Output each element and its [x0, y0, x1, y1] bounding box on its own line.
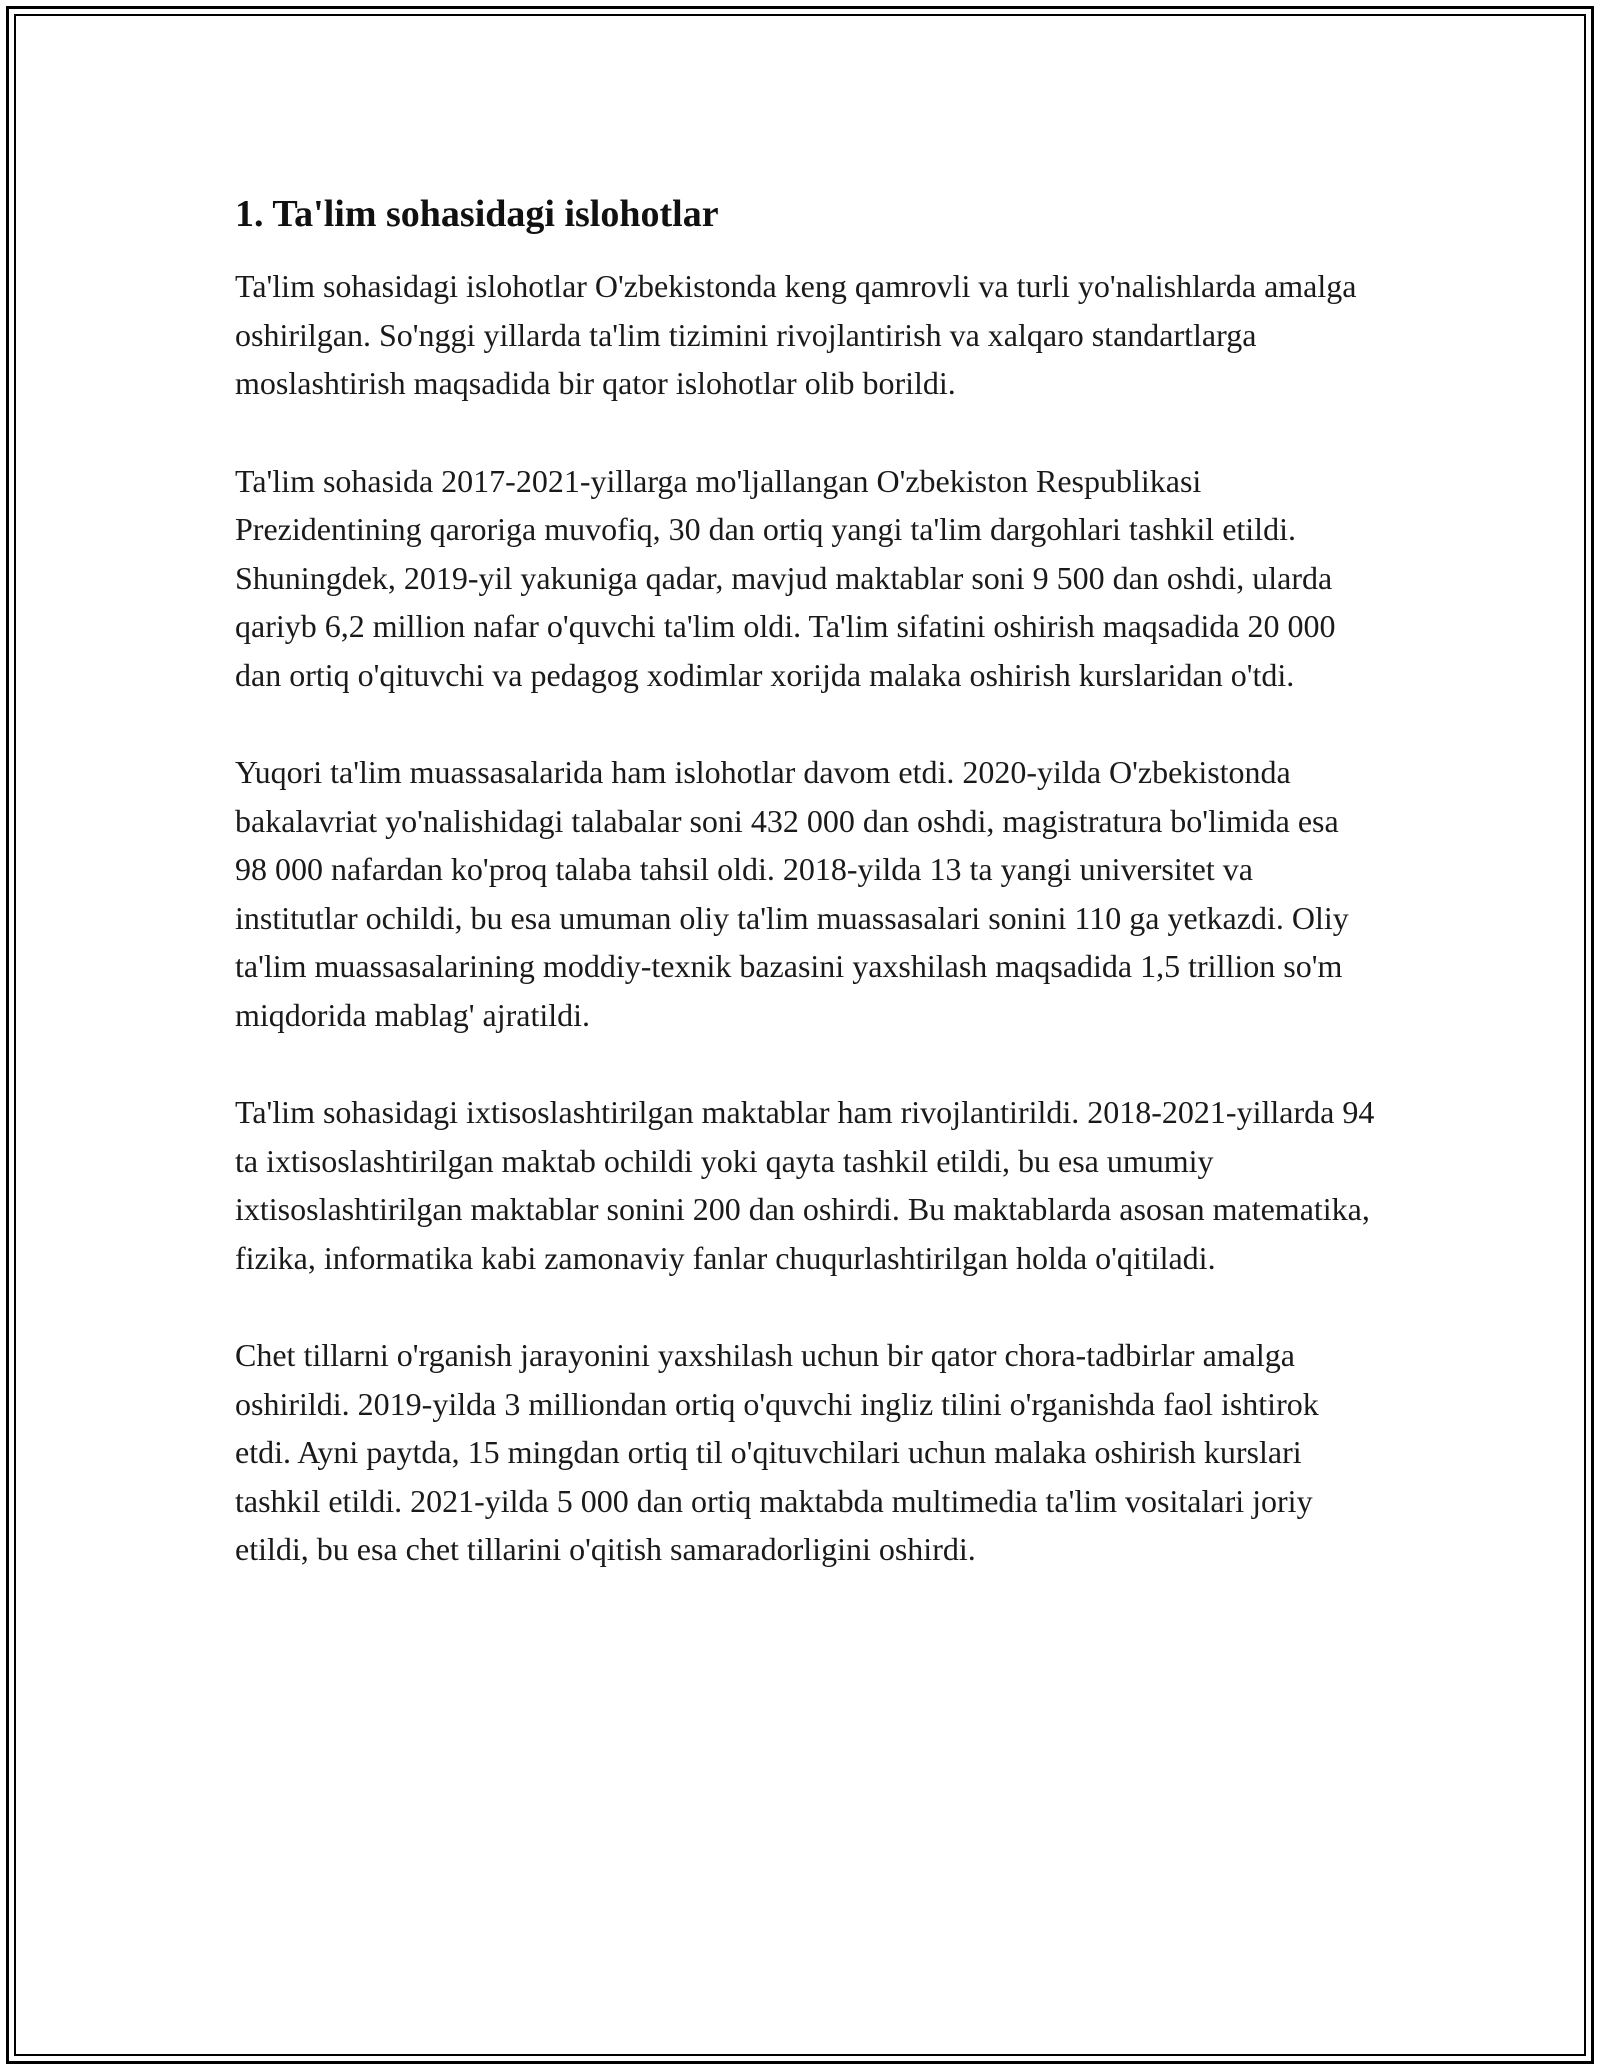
- paragraph-intro: Ta'lim sohasidagi islohotlar O'zbekistonda keng qamrovli va turli yo'nalishlarda amalga oshirilgan. So'nggi yillarda ta'lim tizimini rivojlantirish va xalqaro standartlarga moslashtirish maqsadida bir qator islohotlar olib borildi.: [235, 268, 1357, 401]
- paragraph-specialized-schools: Ta'lim sohasidagi ixtisoslashtirilgan maktablar ham rivojlantirildi. 2018-2021-yillarda 94 ta ixtisoslashtirilgan maktab ochildi yoki qayta tashkil etildi, bu esa umumiy ixtisoslashtirilgan maktablar sonini 200 dan oshirdi. Bu maktablarda asosan matematika, fizika, informatika kabi zamonaviy fanlar chuqurlashtirilgan holda o'qitiladi.: [235, 1094, 1375, 1276]
- paragraph-schools: Ta'lim sohasida 2017-2021-yillarga mo'ljallangan O'zbekiston Respublikasi Prezidentining qaroriga muvofiq, 30 dan ortiq yangi ta'lim dargohlari tashkil etildi. Shuningdek, 2019-yil yakuniga qadar, mavjud maktablar soni 9 500 dan oshdi, ularda qariyb 6,2 million nafar o'quvchi ta'lim oldi. Ta'lim sifatini oshirish maqsadida 20 000 dan ortiq o'qituvchi va pedagog xodimlar xorijda malaka oshirish kurslaridan o'tdi.: [235, 462, 1336, 693]
- paragraph-higher-education: Yuqori ta'lim muassasalarida ham islohotlar davom etdi. 2020-yilda O'zbekistonda bakalavriat yo'nalishidagi talabalar soni 432 000 dan oshdi, magistratura bo'limida esa 98 000 nafardan ko'proq talaba tahsil oldi. 2018-yilda 13 ta yangi universitet va institutlar ochildi, bu esa umuman oliy ta'lim muassasalari sonini 110 ga yetkazdi. Oliy ta'lim muassasalarining moddiy-texnik bazasini yaxshilash maqsadida 1,5 trillion so'm miqdorida mablag' ajratildi.: [235, 754, 1349, 1033]
- paragraph-foreign-languages: Chet tillarni o'rganish jarayonini yaxshilash uchun bir qator chora-tadbirlar amalga oshirildi. 2019-yilda 3 milliondan ortiq o'quvchi ingliz tilini o'rganishda faol ishtirok etdi. Ayni paytda, 15 mingdan ortiq til o'qituvchilari uchun malaka oshirish kurslari tashkil etildi. 2021-yilda 5 000 dan ortiq maktabda multimedia ta'lim vositalari joriy etildi, bu esa chet tillarini o'qitish samaradorligini oshirdi.: [235, 1337, 1319, 1567]
- section-heading: 1. Ta'lim sohasidagi islohotlar: [235, 193, 719, 235]
- document-body: [235, 188, 1375, 1623]
